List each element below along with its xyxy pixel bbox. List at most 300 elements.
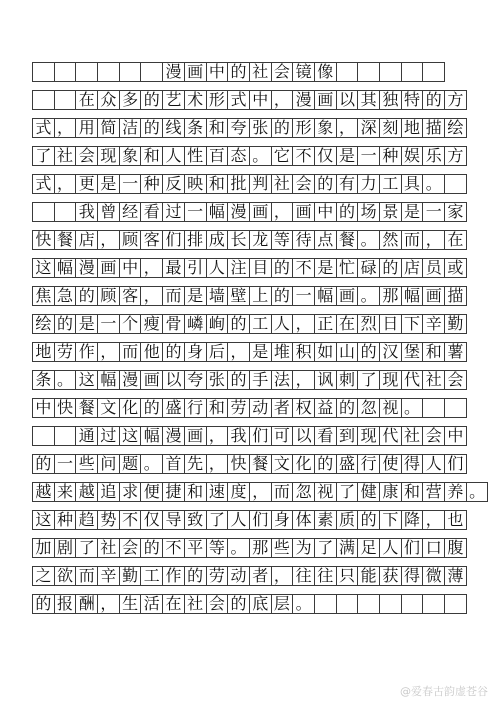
grid-cell: 了 bbox=[33, 147, 55, 165]
grid-cell: 的 bbox=[33, 455, 55, 473]
text-row bbox=[32, 90, 467, 118]
grid-cell: 式 bbox=[33, 175, 55, 193]
grid-cell: 众 bbox=[98, 91, 120, 109]
grid-cell: 深 bbox=[358, 119, 380, 137]
grid-cell bbox=[98, 63, 120, 81]
grid-cell: 们 bbox=[402, 539, 424, 557]
grid-cell: 和 bbox=[207, 119, 229, 137]
manuscript-sheet bbox=[32, 62, 486, 622]
grid-cell: 在 bbox=[337, 315, 359, 333]
grid-line bbox=[32, 566, 467, 586]
grid-cell: 获 bbox=[380, 567, 402, 585]
grid-cell: 性 bbox=[185, 147, 207, 165]
grid-cell: 能 bbox=[358, 567, 380, 585]
grid-cell: 画 bbox=[185, 427, 207, 445]
grid-cell: 和 bbox=[423, 343, 445, 361]
grid-cell: 越 bbox=[76, 483, 98, 501]
grid-cell: 成 bbox=[207, 231, 229, 249]
grid-cell: 以 bbox=[163, 371, 185, 389]
grid-cell: 峋 bbox=[207, 315, 229, 333]
text-row bbox=[32, 398, 467, 426]
grid-cell: 和 bbox=[207, 399, 229, 417]
grid-cell: 以 bbox=[337, 91, 359, 109]
grid-cell bbox=[402, 595, 424, 613]
grid-line bbox=[32, 454, 467, 474]
grid-cell: 是 bbox=[76, 315, 98, 333]
grid-cell: 种 bbox=[141, 175, 163, 193]
grid-line bbox=[32, 230, 467, 250]
grid-cell bbox=[55, 203, 77, 221]
grid-cell: 一 bbox=[185, 203, 207, 221]
grid-cell: 的 bbox=[33, 595, 55, 613]
grid-cell: 象 bbox=[120, 147, 142, 165]
grid-cell: 形 bbox=[293, 119, 315, 137]
text-row bbox=[32, 566, 467, 594]
grid-cell: 画 bbox=[293, 203, 315, 221]
grid-cell bbox=[315, 595, 337, 613]
grid-cell: 文 bbox=[272, 455, 294, 473]
grid-cell: 种 bbox=[55, 511, 77, 529]
grid-cell: 景 bbox=[380, 203, 402, 221]
grid-line bbox=[32, 314, 467, 334]
grid-line bbox=[32, 146, 467, 166]
text-row bbox=[32, 146, 467, 174]
grid-cell bbox=[380, 63, 402, 81]
grid-cell: 条 bbox=[33, 371, 55, 389]
grid-cell: 速 bbox=[207, 483, 229, 501]
grid-cell: 化 bbox=[120, 399, 142, 417]
grid-cell: 有 bbox=[337, 175, 359, 193]
grid-cell bbox=[33, 63, 55, 81]
grid-line bbox=[32, 398, 467, 418]
grid-line bbox=[32, 62, 445, 82]
grid-cell: 是 bbox=[185, 287, 207, 305]
grid-cell: 镜 bbox=[293, 63, 315, 81]
grid-cell: 幅 bbox=[141, 427, 163, 445]
text-row bbox=[32, 594, 467, 622]
grid-cell bbox=[33, 91, 55, 109]
grid-cell: 首 bbox=[163, 455, 185, 473]
grid-cell: 员 bbox=[423, 259, 445, 277]
grid-cell: 剧 bbox=[55, 539, 77, 557]
grid-cell: 是 bbox=[250, 343, 272, 361]
grid-cell: 行 bbox=[185, 399, 207, 417]
grid-cell: 为 bbox=[293, 539, 315, 557]
grid-cell: 可 bbox=[272, 427, 294, 445]
grid-line bbox=[32, 174, 467, 194]
grid-cell: 工 bbox=[250, 315, 272, 333]
grid-cell: 的 bbox=[358, 343, 380, 361]
grid-cell: 多 bbox=[120, 91, 142, 109]
grid-cell: 捷 bbox=[163, 483, 185, 501]
grid-cell: 的 bbox=[163, 343, 185, 361]
grid-cell: 中 bbox=[120, 259, 142, 277]
grid-cell: 反 bbox=[163, 175, 185, 193]
grid-cell: 客 bbox=[120, 287, 142, 305]
grid-cell: 这 bbox=[33, 259, 55, 277]
grid-cell: 会 bbox=[445, 371, 467, 389]
text-row bbox=[32, 118, 467, 146]
grid-cell: 正 bbox=[315, 315, 337, 333]
grid-cell: 代 bbox=[380, 427, 402, 445]
grid-cell: 度 bbox=[228, 483, 250, 501]
grid-cell: 画 bbox=[185, 63, 207, 81]
grid-cell: 劳 bbox=[228, 399, 250, 417]
grid-cell: 店 bbox=[402, 259, 424, 277]
grid-cell: ， bbox=[272, 203, 294, 221]
watermark: @爱春古韵虚苍谷 bbox=[400, 685, 488, 698]
grid-cell: 在 bbox=[163, 595, 185, 613]
grid-cell: 批 bbox=[228, 175, 250, 193]
grid-cell bbox=[423, 595, 445, 613]
grid-cell: 一 bbox=[293, 287, 315, 305]
grid-cell: 法 bbox=[272, 371, 294, 389]
grid-cell: 人 bbox=[272, 315, 294, 333]
grid-cell: 忽 bbox=[358, 399, 380, 417]
grid-cell: ， bbox=[272, 567, 294, 585]
grid-cell: 日 bbox=[380, 315, 402, 333]
text-row bbox=[32, 370, 467, 398]
grid-cell: 满 bbox=[337, 539, 359, 557]
grid-cell: 辛 bbox=[423, 315, 445, 333]
grid-cell: 中 bbox=[315, 203, 337, 221]
grid-cell: 人 bbox=[207, 259, 229, 277]
grid-cell: 漫 bbox=[120, 371, 142, 389]
grid-cell: 势 bbox=[98, 511, 120, 529]
grid-cell: 张 bbox=[207, 371, 229, 389]
grid-cell: 现 bbox=[358, 427, 380, 445]
grid-line bbox=[32, 90, 467, 110]
grid-cell: 排 bbox=[185, 231, 207, 249]
grid-cell bbox=[445, 175, 467, 193]
grid-cell: 龙 bbox=[250, 231, 272, 249]
grid-cell: 现 bbox=[380, 371, 402, 389]
grid-cell: 映 bbox=[185, 175, 207, 193]
grid-cell: 人 bbox=[380, 539, 402, 557]
grid-cell: 的 bbox=[228, 371, 250, 389]
grid-cell: ， bbox=[141, 287, 163, 305]
grid-cell: 的 bbox=[315, 175, 337, 193]
grid-cell: 的 bbox=[228, 63, 250, 81]
grid-cell: 降 bbox=[402, 511, 424, 529]
grid-cell: 中 bbox=[250, 91, 272, 109]
grid-cell: 等 bbox=[207, 539, 229, 557]
grid-cell: 的 bbox=[141, 539, 163, 557]
title-row bbox=[32, 62, 467, 90]
grid-cell: ， bbox=[423, 511, 445, 529]
grid-cell: 往 bbox=[315, 567, 337, 585]
grid-cell: 像 bbox=[315, 63, 337, 81]
grid-cell: 画 bbox=[141, 371, 163, 389]
grid-cell bbox=[55, 91, 77, 109]
grid-cell bbox=[141, 63, 163, 81]
grid-cell: 。 bbox=[293, 595, 315, 613]
grid-cell: 而 bbox=[76, 567, 98, 585]
grid-cell: 的 bbox=[141, 399, 163, 417]
grid-cell: 而 bbox=[402, 231, 424, 249]
text-row bbox=[32, 426, 467, 454]
grid-cell: 或 bbox=[445, 259, 467, 277]
grid-cell: 活 bbox=[141, 595, 163, 613]
grid-cell: 急 bbox=[55, 287, 77, 305]
grid-cell: 形 bbox=[207, 91, 229, 109]
grid-cell: 口 bbox=[423, 539, 445, 557]
grid-cell: ， bbox=[207, 427, 229, 445]
grid-cell: 些 bbox=[76, 455, 98, 473]
grid-cell: 辛 bbox=[98, 567, 120, 585]
grid-cell: 下 bbox=[402, 315, 424, 333]
grid-cell: 会 bbox=[293, 175, 315, 193]
grid-cell: 社 bbox=[250, 63, 272, 81]
grid-cell: 地 bbox=[33, 343, 55, 361]
grid-cell: 身 bbox=[272, 511, 294, 529]
grid-cell: 往 bbox=[293, 567, 315, 585]
grid-cell: 动 bbox=[228, 567, 250, 585]
grid-cell: 盛 bbox=[337, 455, 359, 473]
grid-cell: 题 bbox=[120, 455, 142, 473]
grid-cell: 中 bbox=[207, 63, 229, 81]
grid-cell: 店 bbox=[76, 231, 98, 249]
grid-cell bbox=[445, 399, 467, 417]
grid-cell: 中 bbox=[33, 399, 55, 417]
grid-cell: 手 bbox=[250, 371, 272, 389]
grid-cell: 一 bbox=[55, 455, 77, 473]
grid-line bbox=[32, 286, 467, 306]
grid-cell bbox=[120, 63, 142, 81]
grid-cell: 目 bbox=[250, 259, 272, 277]
grid-cell: 盛 bbox=[163, 399, 185, 417]
grid-cell: 家 bbox=[445, 203, 467, 221]
grid-cell: 动 bbox=[250, 399, 272, 417]
grid-cell: 他 bbox=[141, 343, 163, 361]
grid-cell: 的 bbox=[141, 119, 163, 137]
grid-cell: 幅 bbox=[207, 203, 229, 221]
grid-cell: 然 bbox=[380, 231, 402, 249]
grid-cell bbox=[337, 63, 359, 81]
grid-cell: 社 bbox=[402, 427, 424, 445]
grid-cell: 的 bbox=[423, 91, 445, 109]
grid-cell: 导 bbox=[163, 511, 185, 529]
grid-cell: 。 bbox=[423, 175, 445, 193]
grid-cell: 人 bbox=[228, 511, 250, 529]
grid-cell: 具 bbox=[402, 175, 424, 193]
grid-cell: 漫 bbox=[228, 203, 250, 221]
grid-cell: 健 bbox=[358, 483, 380, 501]
grid-cell: ， bbox=[293, 315, 315, 333]
grid-cell: 会 bbox=[76, 147, 98, 165]
grid-cell: 上 bbox=[250, 287, 272, 305]
grid-cell: 加 bbox=[33, 539, 55, 557]
grid-cell: 体 bbox=[293, 511, 315, 529]
grid-cell: 漫 bbox=[293, 91, 315, 109]
grid-cell: 不 bbox=[120, 511, 142, 529]
grid-cell: 曾 bbox=[98, 203, 120, 221]
grid-cell: 勤 bbox=[120, 567, 142, 585]
grid-cell: 点 bbox=[315, 231, 337, 249]
grid-cell bbox=[33, 203, 55, 221]
grid-cell: ， bbox=[207, 455, 229, 473]
text-row bbox=[32, 314, 467, 342]
grid-cell: 烈 bbox=[358, 315, 380, 333]
text-row bbox=[32, 482, 486, 510]
text-row bbox=[32, 174, 467, 202]
grid-cell: 代 bbox=[402, 371, 424, 389]
grid-cell bbox=[55, 427, 77, 445]
grid-cell: 和 bbox=[207, 175, 229, 193]
grid-cell: 趋 bbox=[76, 511, 98, 529]
grid-cell: 术 bbox=[185, 91, 207, 109]
grid-cell: 漫 bbox=[76, 259, 98, 277]
grid-cell: 讽 bbox=[315, 371, 337, 389]
grid-cell: ， bbox=[250, 483, 272, 501]
grid-cell: 特 bbox=[402, 91, 424, 109]
grid-cell: 生 bbox=[120, 595, 142, 613]
grid-line bbox=[32, 482, 488, 502]
grid-cell: 的 bbox=[337, 203, 359, 221]
grid-line bbox=[32, 370, 467, 390]
grid-cell: 它 bbox=[272, 147, 294, 165]
grid-cell: 一 bbox=[120, 175, 142, 193]
text-row bbox=[32, 286, 467, 314]
grid-cell: 堡 bbox=[402, 343, 424, 361]
grid-cell bbox=[445, 595, 467, 613]
grid-cell: 而 bbox=[272, 483, 294, 501]
grid-cell: 社 bbox=[272, 175, 294, 193]
grid-cell: 刺 bbox=[337, 371, 359, 389]
grid-cell: 忽 bbox=[293, 483, 315, 501]
grid-cell: 长 bbox=[228, 231, 250, 249]
grid-cell: 个 bbox=[120, 315, 142, 333]
grid-cell: 式 bbox=[33, 119, 55, 137]
grid-cell: 人 bbox=[423, 455, 445, 473]
grid-cell: 社 bbox=[423, 371, 445, 389]
grid-cell: 方 bbox=[445, 91, 467, 109]
grid-cell: ， bbox=[293, 371, 315, 389]
grid-cell: 们 bbox=[163, 231, 185, 249]
grid-cell: 幅 bbox=[98, 371, 120, 389]
grid-cell: 会 bbox=[120, 539, 142, 557]
grid-cell: 到 bbox=[337, 427, 359, 445]
text-row bbox=[32, 454, 467, 482]
grid-cell: 积 bbox=[293, 343, 315, 361]
grid-cell: 绘 bbox=[445, 119, 467, 137]
grid-cell: 质 bbox=[337, 511, 359, 529]
grid-cell: 餐 bbox=[76, 399, 98, 417]
grid-cell: 追 bbox=[98, 483, 120, 501]
grid-cell: 社 bbox=[185, 595, 207, 613]
grid-cell: 化 bbox=[293, 455, 315, 473]
grid-cell: 的 bbox=[228, 595, 250, 613]
grid-cell: 骨 bbox=[163, 315, 185, 333]
grid-cell: 是 bbox=[98, 175, 120, 193]
grid-cell: 快 bbox=[33, 231, 55, 249]
grid-cell: 们 bbox=[250, 427, 272, 445]
grid-cell: 人 bbox=[163, 147, 185, 165]
grid-cell: 山 bbox=[337, 343, 359, 361]
grid-cell: 是 bbox=[337, 147, 359, 165]
grid-cell: 式 bbox=[228, 91, 250, 109]
grid-cell: 视 bbox=[315, 483, 337, 501]
grid-cell: 地 bbox=[402, 119, 424, 137]
grid-cell: 工 bbox=[141, 567, 163, 585]
grid-line bbox=[32, 202, 467, 222]
grid-cell: 快 bbox=[228, 455, 250, 473]
text-row bbox=[32, 538, 467, 566]
grid-cell: 漫 bbox=[163, 427, 185, 445]
grid-cell: 后 bbox=[207, 343, 229, 361]
grid-cell: 不 bbox=[163, 539, 185, 557]
text-row bbox=[32, 230, 467, 258]
grid-cell: ， bbox=[55, 175, 77, 193]
text-row bbox=[32, 510, 467, 538]
grid-cell: 待 bbox=[293, 231, 315, 249]
grid-cell: 益 bbox=[315, 399, 337, 417]
grid-cell: 平 bbox=[185, 539, 207, 557]
grid-cell: 幅 bbox=[315, 287, 337, 305]
grid-cell: 工 bbox=[380, 175, 402, 193]
grid-cell: 了 bbox=[337, 483, 359, 501]
grid-cell: 行 bbox=[358, 455, 380, 473]
grid-cell: 象 bbox=[315, 119, 337, 137]
grid-cell: 。 bbox=[250, 147, 272, 165]
grid-cell: 和 bbox=[402, 483, 424, 501]
grid-cell: 的 bbox=[337, 399, 359, 417]
grid-cell: ， bbox=[98, 595, 120, 613]
grid-cell: 微 bbox=[423, 567, 445, 585]
grid-cell: 过 bbox=[98, 427, 120, 445]
grid-cell: 的 bbox=[380, 259, 402, 277]
grid-cell: 便 bbox=[141, 483, 163, 501]
grid-cell: 。 bbox=[228, 539, 250, 557]
grid-cell: 的 bbox=[272, 259, 294, 277]
grid-cell: 最 bbox=[163, 259, 185, 277]
grid-cell: 使 bbox=[380, 455, 402, 473]
grid-cell: ， bbox=[423, 231, 445, 249]
grid-cell: 画 bbox=[337, 287, 359, 305]
grid-cell: 嶙 bbox=[185, 315, 207, 333]
grid-line bbox=[32, 118, 467, 138]
grid-cell: 们 bbox=[445, 455, 467, 473]
grid-cell: 的 bbox=[55, 315, 77, 333]
grid-cell: 而 bbox=[120, 343, 142, 361]
grid-cell: 乐 bbox=[423, 147, 445, 165]
grid-cell: 独 bbox=[380, 91, 402, 109]
grid-cell: 力 bbox=[358, 175, 380, 193]
grid-cell: 中 bbox=[445, 427, 467, 445]
grid-cell: 其 bbox=[358, 91, 380, 109]
grid-cell: 先 bbox=[185, 455, 207, 473]
grid-cell: 的 bbox=[185, 567, 207, 585]
grid-cell: 。 bbox=[55, 371, 77, 389]
grid-cell: 方 bbox=[445, 147, 467, 165]
grid-cell: 作 bbox=[163, 567, 185, 585]
text-row bbox=[32, 202, 467, 230]
grid-cell: 那 bbox=[380, 287, 402, 305]
text-row bbox=[32, 342, 467, 370]
grid-cell: 墙 bbox=[207, 287, 229, 305]
grid-cell: 的 bbox=[272, 119, 294, 137]
grid-cell: 等 bbox=[272, 231, 294, 249]
grid-cell: 幅 bbox=[402, 287, 424, 305]
grid-cell: 劳 bbox=[207, 567, 229, 585]
grid-cell: 洁 bbox=[120, 119, 142, 137]
grid-cell bbox=[380, 595, 402, 613]
grid-cell: 的 bbox=[315, 455, 337, 473]
grid-cell: 不 bbox=[293, 147, 315, 165]
grid-cell: 顾 bbox=[120, 231, 142, 249]
grid-cell: 劳 bbox=[55, 343, 77, 361]
grid-cell: 汉 bbox=[380, 343, 402, 361]
